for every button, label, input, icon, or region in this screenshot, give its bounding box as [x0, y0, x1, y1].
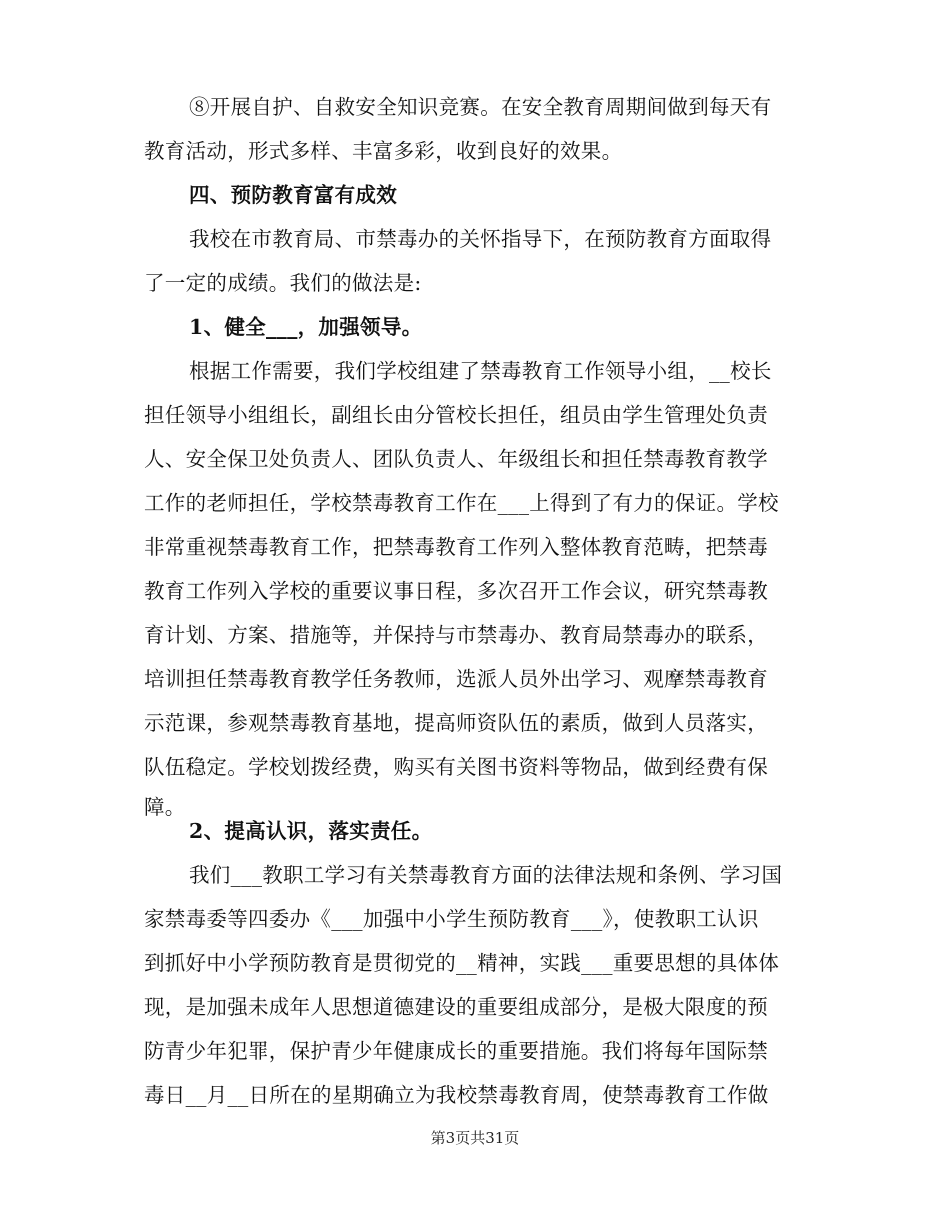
page-number-footer: 第3页共31页 — [430, 1129, 520, 1147]
paragraph-line: 教育工作列入学校的重要议事日程，多次召开工作会议，研究禁毒教 — [144, 579, 768, 603]
paragraph-line: 工作的老师担任，学校禁毒教育工作在___上得到了有力的保证。学校 — [144, 491, 779, 515]
paragraph-line: 育计划、方案、措施等，并保持与市禁毒办、教育局禁毒办的联系， — [144, 623, 768, 647]
paragraph-line: 教育活动，形式多样、丰富多彩，收到良好的效果。 — [144, 139, 623, 163]
paragraph-line: 到抓好中小学预防教育是贯彻党的__精神，实践___重要思想的具体体 — [144, 951, 780, 975]
subsection-heading: 1、健全___，加强领导。 — [189, 315, 423, 339]
paragraph-line: 非常重视禁毒教育工作，把禁毒教育工作列入整体教育范畴，把禁毒 — [144, 535, 768, 559]
paragraph-line: 防青少年犯罪，保护青少年健康成长的重要措施。我们将每年国际禁 — [144, 1039, 768, 1063]
paragraph-line: 我们___教职工学习有关禁毒教育方面的法律法规和条例、学习国 — [189, 863, 783, 887]
paragraph-line: 培训担任禁毒教育教学任务教师，选派人员外出学习、观摩禁毒教育 — [144, 667, 768, 691]
paragraph-line: 队伍稳定。学校划拨经费，购买有关图书资料等物品，做到经费有保 — [144, 755, 768, 779]
paragraph-line: 担任领导小组组长，副组长由分管校长担任，组员由学生管理处负责 — [144, 403, 768, 427]
paragraph-line: 根据工作需要，我们学校组建了禁毒教育工作领导小组，__校长 — [189, 359, 772, 383]
paragraph-line: 了一定的成绩。我们的做法是: — [144, 271, 422, 295]
paragraph-line: 家禁毒委等四委办《___加强中小学生预防教育___》，使教职工认识 — [144, 907, 759, 931]
paragraph-line: 示范课，参观禁毒教育基地，提高师资队伍的素质，做到人员落实， — [144, 711, 768, 735]
paragraph-line: 障。 — [144, 795, 186, 819]
paragraph-line: ⑧开展自护、自救安全知识竞赛。在安全教育周期间做到每天有 — [189, 95, 772, 119]
paragraph-line: 现，是加强未成年人思想道德建设的重要组成部分，是极大限度的预 — [144, 995, 768, 1019]
subsection-heading: 2、提高认识，落实责任。 — [189, 819, 433, 843]
paragraph-line: 毒日__月__日所在的星期确立为我校禁毒教育周，使禁毒教育工作做 — [144, 1083, 769, 1107]
paragraph-line: 我校在市教育局、市禁毒办的关怀指导下，在预防教育方面取得 — [189, 227, 772, 251]
section-heading: 四、预防教育富有成效 — [189, 183, 397, 207]
paragraph-line: 人、安全保卫处负责人、团队负责人、年级组长和担任禁毒教育教学 — [144, 447, 768, 471]
